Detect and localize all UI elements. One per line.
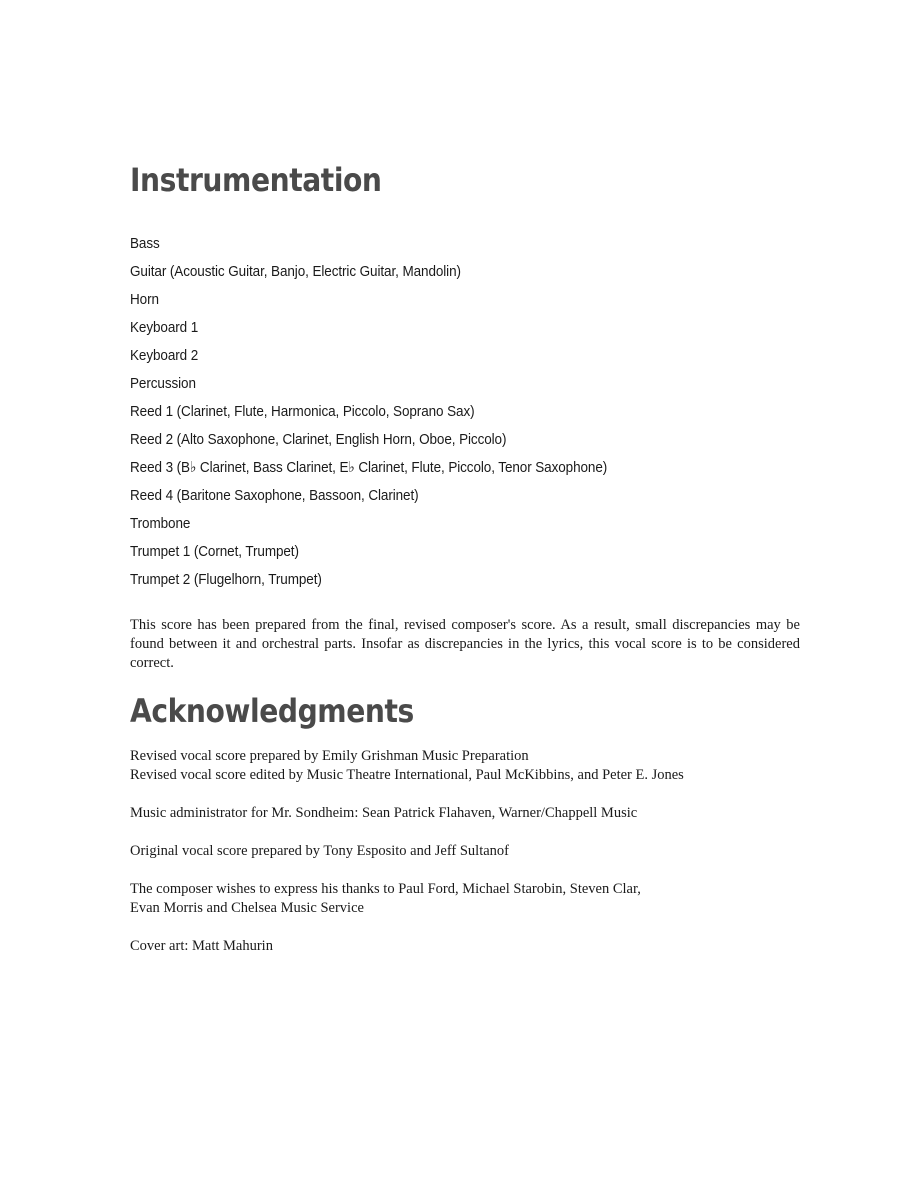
acknowledgment-line: Revised vocal score prepared by Emily Grishman Music Preparation	[130, 748, 529, 764]
acknowledgment-paragraph	[130, 880, 800, 918]
instrument-item: Keyboard 2	[130, 347, 199, 364]
acknowledgment-paragraph	[130, 747, 800, 785]
instrument-item: Trumpet 1 (Cornet, Trumpet)	[130, 543, 299, 560]
acknowledgment-line: Evan Morris and Chelsea Music Service	[130, 900, 364, 916]
instrument-item: Percussion	[130, 375, 196, 392]
instrumentation-heading: Instrumentation	[130, 161, 382, 199]
instrument-item: Horn	[130, 291, 159, 308]
instrument-item: Trumpet 2 (Flugelhorn, Trumpet)	[130, 571, 322, 588]
instrument-item: Keyboard 1	[130, 319, 199, 336]
acknowledgment-line: The composer wishes to express his thanks to Paul Ford, Michael Starobin, Steven Clar,	[130, 881, 641, 897]
instrument-item: Guitar (Acoustic Guitar, Banjo, Electric Guitar, Mandolin)	[130, 263, 461, 280]
acknowledgment-line: Music administrator for Mr. Sondheim: Sean Patrick Flahaven, Warner/Chappell Music	[130, 805, 638, 821]
instrument-item: Reed 3 (B♭ Clarinet, Bass Clarinet, E♭ Clarinet, Flute, Piccolo, Tenor Saxophone)	[130, 459, 608, 476]
acknowledgment-paragraph	[130, 804, 800, 823]
instrument-item: Bass	[130, 235, 160, 252]
instrument-item: Reed 2 (Alto Saxophone, Clarinet, English Horn, Oboe, Piccolo)	[130, 431, 507, 448]
instrument-list	[130, 230, 800, 594]
instrument-item: Reed 1 (Clarinet, Flute, Harmonica, Piccolo, Soprano Sax)	[130, 403, 475, 420]
page-content	[130, 160, 800, 956]
instrument-item: Reed 4 (Baritone Saxophone, Bassoon, Clarinet)	[130, 487, 419, 504]
acknowledgment-line: Original vocal score prepared by Tony Esposito and Jeff Sultanof	[130, 843, 509, 859]
acknowledgment-line: Revised vocal score edited by Music Theatre International, Paul McKibbins, and Peter E. Jones	[130, 767, 684, 783]
instrument-item: Trombone	[130, 515, 191, 532]
acknowledgments-heading: Acknowledgments	[130, 692, 414, 730]
acknowledgment-paragraph	[130, 937, 800, 956]
score-note: This score has been prepared from the final, revised composer's score. As a result, small discrepancies may be found between it and orchestral parts. Insofar as discrepancies in the lyrics, this vocal score is to be considered correct.	[130, 617, 800, 671]
acknowledgment-paragraph	[130, 842, 800, 861]
acknowledgment-line: Cover art: Matt Mahurin	[130, 938, 273, 954]
